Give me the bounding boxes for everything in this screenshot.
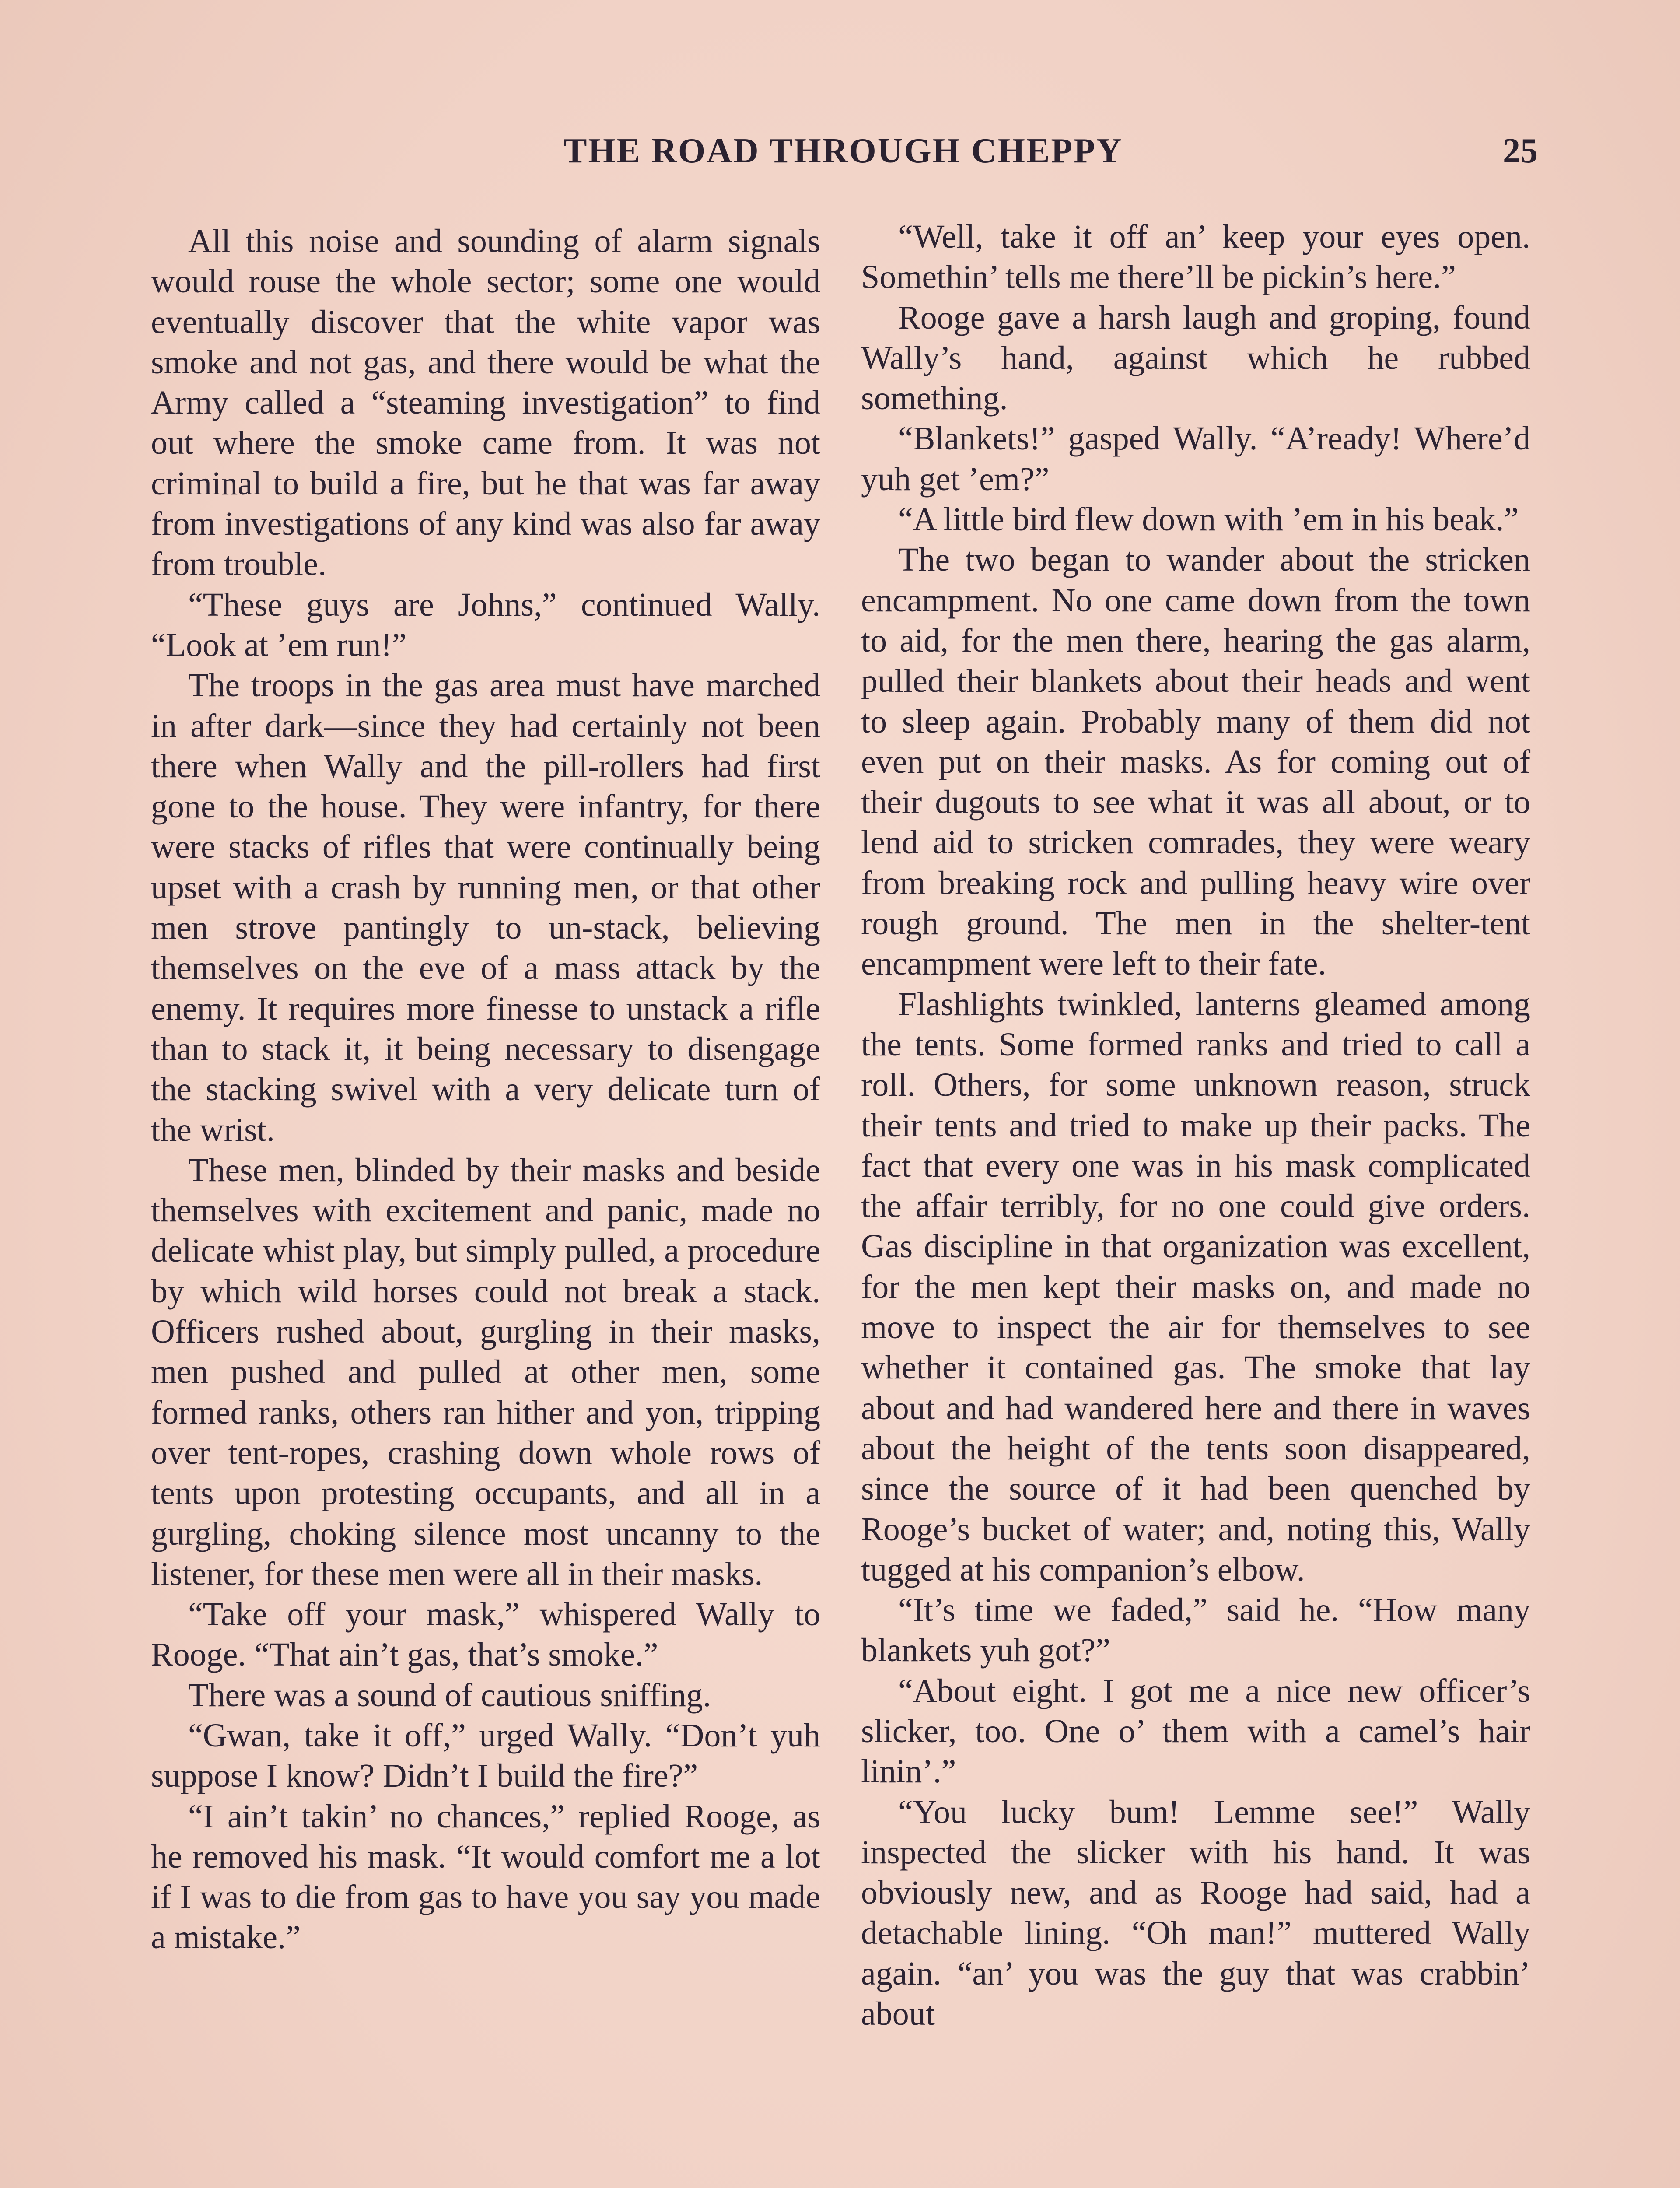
paragraph: Flashlights twinkled, lanterns gleamed among the tents. Some formed ranks and tried to call a roll. Others, for some unknown reason, struck their tents and tried to make up their packs. The fact that every one was in his mask complicated the affair terribly, for no one could give orders. Gas discipline in that organization was excellent, for the men kept their masks on, and made no move to inspect the air for themselves to see whether it contained gas. The smoke that lay about and had wandered here and there in waves about the height of the tents soon disappeared, since the source of it had been quenched by Rooge’s bucket of water; and, noting this, Wally tugged at his companion’s elbow. (861, 985, 1530, 1588)
paragraph: “You lucky bum! Lemme see!” Wally inspected the slicker with his hand. It was obviously new, and as Rooge had said, had a detachable lining. “Oh man!” muttered Wally again. “an’ you was the guy that was crabbin’ about (861, 1793, 1530, 2033)
paragraph: “I ain’t takin’ no chances,” replied Rooge, as he removed his mask. “It would comfort me a lot if I was to die from gas to have you say you made a mistake.” (151, 1798, 820, 1956)
left-column (151, 221, 820, 1958)
paragraph: “Blankets!” gasped Wally. “A’ready! Where’d yuh get ’em?” (861, 420, 1530, 498)
paragraph: These men, blinded by their masks and beside themselves with excitement and panic, made no delicate whist play, but simply pulled, a procedure by which wild horses could not break a stack. Officers rushed about, gurgling in their masks, men pushed and pulled at other men, some formed ranks, others ran hither and yon, tripping over tent-ropes, crashing down whole rows of tents upon protesting occupants, and all in a gurgling, choking silence most uncanny to the listener, for these men were all in their masks. (151, 1151, 820, 1592)
paragraph: Rooge gave a harsh laugh and groping, found Wally’s hand, against which he rubbed something. (861, 299, 1530, 417)
paragraph: The troops in the gas area must have marched in after dark—since they had certainly not been there when Wally and the pill-rollers had first gone to the house. They were infantry, for there were stacks of rifles that were continually being upset with a crash by running men, or that other men strove pantingly to un-stack, believing themselves on the eve of a mass attack by the enemy. It requires more finesse to unstack a rifle than to stack it, it being necessary to disengage the stacking swivel with a very delicate turn of the wrist. (151, 667, 820, 1148)
paragraph: “These guys are Johns,” continued Wally. “Look at ’em run!” (151, 586, 820, 663)
paragraph: “Take off your mask,” whispered Wally to Rooge. “That ain’t gas, that’s smoke.” (151, 1596, 820, 1673)
paragraph: All this noise and sounding of alarm signals would rouse the whole sector; some one would eventually discover that the white vapor was smoke and not gas, and there would be what the Army called a “steaming investigation” to find out where the smoke came from. It was not criminal to build a fire, but he that was far away from investigations of any kind was also far away from trouble. (151, 223, 820, 583)
paragraph: “A little bird flew down with ’em in his beak.” (898, 501, 1519, 538)
paragraph: There was a sound of cautious sniffing. (188, 1676, 711, 1714)
paragraph: The two began to wander about the stricken encampment. No one came down from the town to aid, for the men there, hearing the gas alarm, pulled their blankets about their heads and went to sleep again. Probably many of them did not even put on their masks. As for coming out of their dugouts to see what it was all about, or to lend aid to stricken comrades, they were weary from breaking rock and pulling heavy wire over rough ground. The men in the shelter-tent encampment were left to their fate. (861, 541, 1530, 982)
page-header (149, 131, 1538, 179)
paragraph: “Gwan, take it off,” urged Wally. “Don’t yuh suppose I know? Didn’t I build the fire?” (151, 1717, 820, 1795)
paragraph: “About eight. I got me a nice new officer’s slicker, too. One o’ them with a camel’s hair linin’.” (861, 1672, 1530, 1790)
paragraph: “It’s time we faded,” said he. “How many blankets yuh got?” (861, 1592, 1530, 1669)
page-number: 25 (1503, 132, 1538, 170)
paragraph: “Well, take it off an’ keep your eyes open. Somethin’ tells me there’ll be pickin’s here.” (861, 218, 1530, 296)
right-column (861, 217, 1530, 2034)
running-title: THE ROAD THROUGH CHEPPY (564, 132, 1123, 170)
